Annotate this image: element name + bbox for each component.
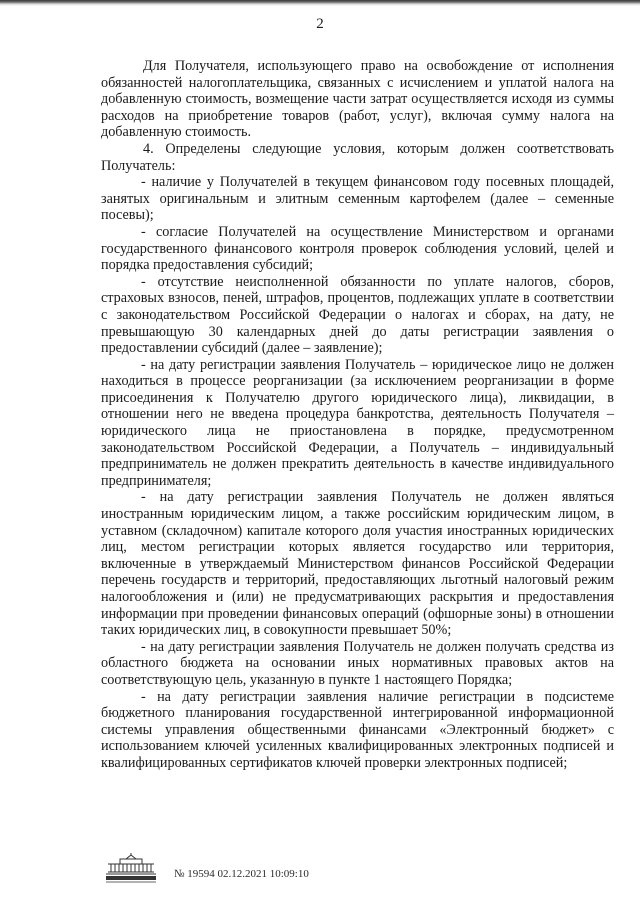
scan-edge xyxy=(0,0,640,6)
list-item: - на дату регистрации заявления Получатель – юридическое лицо не должен находиться в процессе реорганизации (за исключением реорганизации в форме присоединения к Получателю другого юридического лица), ликвидации, в отношении него не введена процедура банкротства, деятельность Получателя – юридического лица не приостановлена в порядке, предусмотренном законодательством Российской Федерации, а Получатель – индивидуальный предприниматель не должен прекратить деятельность в качестве индивидуального предпринимателя; xyxy=(101,356,614,489)
list-item: - на дату регистрации заявления Получатель не должен являться иностранным юридическим лицом, а также российским юридическим лицом, в уставном (складочном) капитале которого доля участия иностранных юридических лиц, местом регистрации которых является государство или территория, включенные в утверждаемый Министерством финансов Российской Федерации перечень государств и территорий, предоставляющих льготный налоговый режим налогообложения и (или) не предусматривающих раскрытия и предоставления информации при проведении финансовых операций (офшорные зоны) в отношении таких юридических лиц, в совокупности превышает 50%; xyxy=(101,489,614,639)
list-item: - на дату регистрации заявления наличие регистрации в подсистеме бюджетного планирования государственной интегрированной информационной системы управления общественными финансами «Электронный бюджет» с использованием ключей усиленных квалифицированных электронных подписей и квалифицированных сертификатов ключей проверки электронных подписей; xyxy=(101,688,614,771)
list-item: - наличие у Получателей в текущем финансовом году посевных площадей, занятых оригинальным и элитным семенным картофелем (далее – семенные посевы); xyxy=(101,174,614,224)
list-item: - отсутствие неисполненной обязанности по уплате налогов, сборов, страховых взносов, пеней, штрафов, процентов, подлежащих уплате в соответствии с законодательством Российской Федерации о налогах и сборах, на дату, не превышающую 30 календарных дней до даты регистрации заявления о предоставлении субсидий (далее – заявление); xyxy=(101,273,614,357)
paragraph: 4. Определены следующие условия, которым должен соответствовать Получатель: xyxy=(101,140,614,174)
list-item: - согласие Получателей на осуществление Министерством и органами государственного финансового контроля проверок соблюдения условий, целей и порядка предоставления субсидий; xyxy=(101,223,614,274)
document-body xyxy=(101,58,614,772)
government-building-icon xyxy=(100,852,162,884)
page-number: 2 xyxy=(316,16,324,32)
paragraph: Для Получателя, использующего право на освобождение от исполнения обязанностей налогоплательщика, связанных с исчислением и уплатой налога на добавленную стоимость, возмещение части затрат осуществляется исходя из суммы расходов на приобретение товаров (работ, услуг), включая сумму налога на добавленную стоимость. xyxy=(101,58,614,141)
list-item: - на дату регистрации заявления Получатель не должен получать средства из областного бюджета на основании иных нормативных правовых актов на соответствующую цель, указанную в пункте 1 настоящего Порядка; xyxy=(101,638,614,688)
document-stamp: № 19594 02.12.2021 10:09:10 xyxy=(174,868,309,880)
footer xyxy=(100,852,600,892)
